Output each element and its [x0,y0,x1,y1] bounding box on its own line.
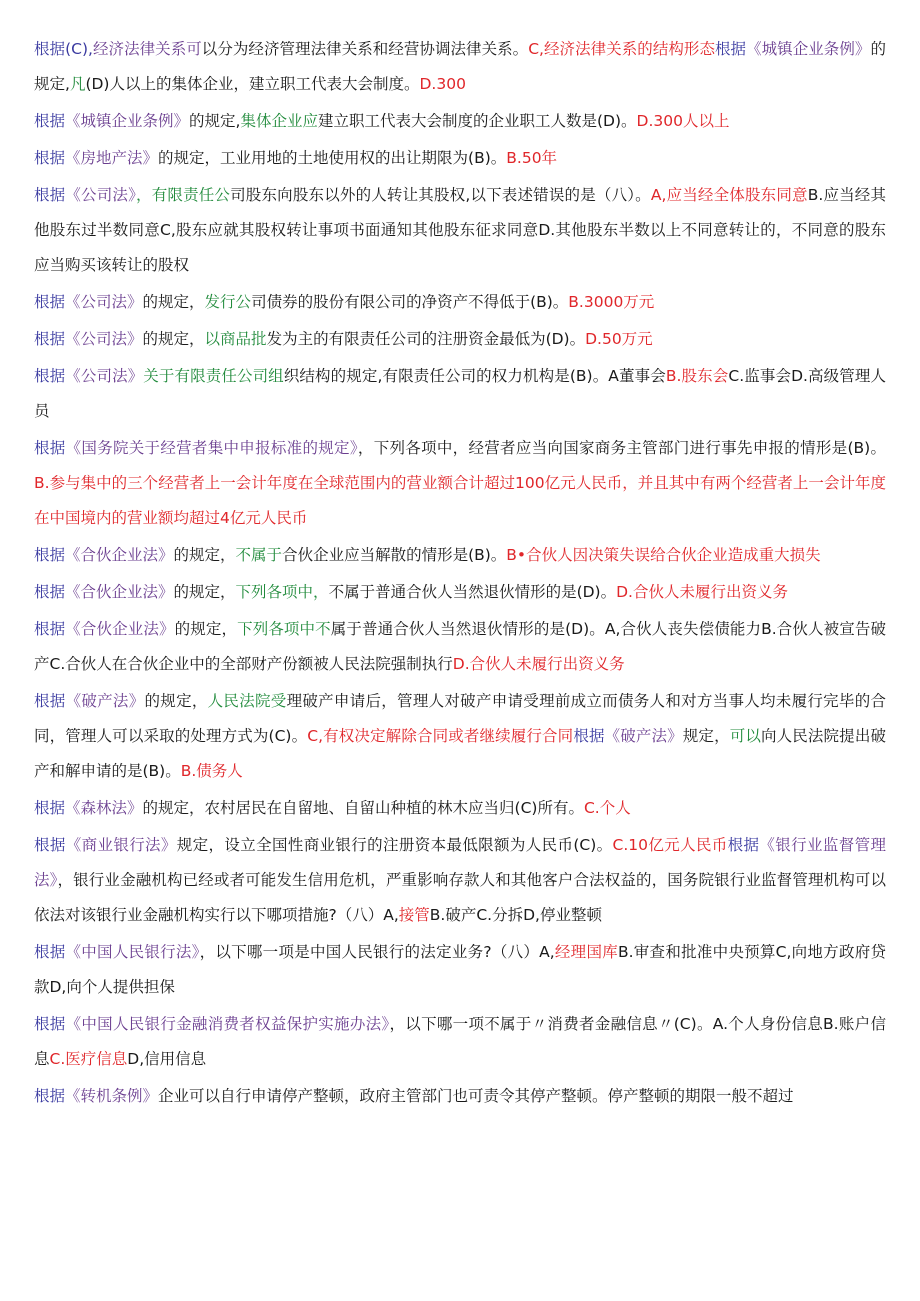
text-segment: 《城镇企业条例》 [65,112,190,130]
text-segment: 集体企业应 [240,112,318,130]
text-segment: 根据 [34,149,66,167]
question-paragraph [34,431,886,536]
text-segment: 关于有限责任公司组 [143,367,284,385]
answer-text: D.50万元 [585,330,653,348]
answer-text: B.参与集中的三个经营者上一会计年度在全球范围内的营业额合计超过100亿元人民币，并且其中有两个经营者上一会计年度在中国境内的营业额均超过4亿元人民币 [34,474,886,527]
text-segment: 的规定， [173,583,236,601]
question-paragraph [34,32,886,102]
text-segment: 《合伙企业法》 [65,583,174,601]
text-segment: 根据 [727,836,760,854]
text-segment: 规定，设立全国性商业银行的注册资本最低限额为人民币(C)。 [176,836,613,854]
question-paragraph [34,538,886,573]
text-segment: 根据 [34,836,66,854]
answer-text: D.300 [419,75,466,93]
answer-text: B.50年 [506,149,558,167]
text-segment: 根据 [34,620,66,638]
text-segment: 《房地产法》 [65,149,159,167]
text-segment: 经济法律关系可 [92,40,202,58]
text-segment: ，以下哪一项不属于〃消费者金融信息〃(C)。A.个人身份信息B.账户信息 [34,1015,886,1068]
text-segment: 《中国人民银行法》 [65,943,200,961]
text-segment: B.应当经其他股东过半数同意C,股东应就其股权转让事项书面通知其他股东征求同意D.其他股东半数以上不同意转让的，不同意的股东应当购买该转让的股权 [34,186,886,274]
text-segment: 《合伙企业法》 [65,546,174,564]
text-segment: 下列各项中不 [237,620,331,638]
text-segment: 的规定， [174,620,238,638]
text-segment: 根据 [34,943,66,961]
text-segment: 以分为经济管理法律关系和经营协调法律关系。 [201,40,529,58]
text-segment: 根据 [34,1015,66,1033]
answer-text: 接管 [398,906,430,924]
text-segment: 《森林法》 [65,799,143,817]
text-segment: 的规定， [142,330,205,348]
text-segment: ，有限责任公 [136,186,231,204]
text-segment: ，以下哪一项是中国人民银行的法定业务?（八）A, [199,943,555,961]
text-segment: B.破产C.分拆D,停业整顿 [429,906,602,924]
text-segment: 的规定, [34,40,886,93]
text-segment: 根据 [34,186,66,204]
answer-text: B•合伙人因决策失误给合伙企业造成重大损失 [506,546,821,564]
question-paragraph [34,104,886,139]
question-paragraph [34,575,886,610]
question-paragraph [34,935,886,1005]
text-segment: 《中国人民银行金融消费者权益保护实施办法》 [65,1015,390,1033]
question-paragraph [34,1079,886,1114]
answer-text: D.合伙人未履行出资义务 [616,583,788,601]
text-segment: ，下列各项中，经营者应当向国家商务主管部门进行事先申报的情形是(B)。 [357,439,886,457]
text-segment: 司股东向股东以外的人转让其股权,以下表述错误的是（八）。 [230,186,651,204]
answer-text: C.医疗信息 [49,1050,128,1068]
text-segment: 《破产法》 [65,692,145,710]
text-segment: 规定， [682,727,730,745]
answer-text: C,有权决定解除合同或者继续履行合同 [307,727,574,745]
text-segment: 不属于 [235,546,283,564]
text-segment: 《城镇企业条例》 [746,40,871,58]
text-segment: 根据 [34,583,66,601]
text-segment: (D)人以上的集体企业，建立职工代表大会制度。 [85,75,420,93]
text-segment: 织结构的规定,有限责任公司的权力机构是(B)。A董事会 [283,367,666,385]
text-segment: 的规定， [173,546,236,564]
question-paragraph [34,684,886,789]
question-paragraph [34,359,886,429]
question-paragraph [34,791,886,826]
text-segment: 根据 [34,799,66,817]
text-segment: 《商业银行法》 [65,836,177,854]
text-segment: 《公司法》 [65,293,143,311]
text-segment: 的规定， [142,293,205,311]
text-segment: 《破产法》 [604,727,683,745]
text-segment: 下列各项中， [235,583,329,601]
text-segment: 人民法院受 [207,692,287,710]
text-segment: ，银行业金融机构已经或者可能发生信用危机，严重影响存款人和其他客户合法权益的，国务院银行业监督管理机构可以依法对该银行业金融机构实行以下哪项措施?（八）A, [34,871,886,924]
text-segment: 的规定，工业用地的土地使用权的出让期限为(B)。 [158,149,507,167]
question-paragraph [34,322,886,357]
text-segment: B.审查和批准中央预算C,向地方政府贷款D,向个人提供担保 [34,943,886,996]
question-paragraph [34,828,886,933]
text-segment: 凡 [69,75,86,93]
text-segment: D,信用信息 [127,1050,207,1068]
answer-text: A,应当经全体股东同意 [650,186,808,204]
answer-text: B.3000万元 [568,293,655,311]
text-segment: 《银行业监督管理法》 [34,836,886,889]
answer-text: C,经济法律关系的结构形态 [528,40,715,58]
text-segment: 根据(C), [34,40,93,58]
text-segment: 根据 [573,727,605,745]
text-segment: 向人民法院提出破产和解申请的是(B)。 [34,727,886,780]
text-segment: 《国务院关于经营者集中申报标准的规定》 [65,439,358,457]
text-segment: 的规定, [189,112,241,130]
text-segment: 企业可以自行申请停产整顿，政府主管部门也可责令其停产整顿。停产整顿的期限一般不超过 [158,1087,794,1105]
text-segment: 根据 [715,40,747,58]
question-paragraph [34,285,886,320]
text-segment: 根据 [34,546,66,564]
text-segment: C.监事会D.高级管理人员 [34,367,886,420]
text-segment: 不属于普通合伙人当然退伙情形的是(D)。 [328,583,617,601]
text-segment: 根据 [34,293,66,311]
text-segment: 合伙企业应当解散的情形是(B)。 [282,546,507,564]
question-paragraph [34,141,886,176]
text-segment: 《公司法》 [65,367,144,385]
question-paragraph [34,612,886,682]
text-segment: 理破产申请后，管理人对破产申请受理前成立而债务人和对方当事人均未履行完毕的合同，管理人可以采取的处理方式为(C)。 [34,692,886,745]
answer-text: B.债务人 [180,762,243,780]
text-segment: 司债券的股份有限公司的净资产不得低于(B)。 [251,293,569,311]
text-segment: 《合伙企业法》 [65,620,175,638]
text-segment: 发行公 [204,293,252,311]
text-segment: 根据 [34,439,66,457]
text-segment: 《公司法》 [65,330,143,348]
question-paragraph [34,1007,886,1077]
text-segment: 《公司法》 [65,186,137,204]
text-segment: 建立职工代表大会制度的企业职工人数是(D)。 [317,112,637,130]
text-segment: 属于普通合伙人当然退伙情形的是(D)。A,合伙人丧失偿债能力B.合伙人被宣告破产C.合伙人在合伙企业中的全部财产份额被人民法院强制执行 [34,620,886,673]
text-segment: 根据 [34,1087,66,1105]
text-segment: 根据 [34,692,66,710]
question-paragraph [34,178,886,283]
text-segment: 可以 [729,727,761,745]
text-segment: 以商品批 [204,330,267,348]
answer-text: D.300人以上 [636,112,730,130]
text-segment: 《转机条例》 [65,1087,159,1105]
answer-text: D.合伙人未履行出资义务 [452,655,625,673]
text-segment: 根据 [34,112,66,130]
answer-text: C.10亿元人民币 [612,836,728,854]
answer-text: B.股东会 [665,367,729,385]
answer-text: 经理国库 [554,943,618,961]
text-segment: 的规定，农村居民在自留地、自留山种植的林木应当归(C)所有。 [142,799,584,817]
text-segment: 根据 [34,330,66,348]
answer-text: C.个人 [583,799,631,817]
text-segment: 的规定， [144,692,208,710]
text-segment: 根据 [34,367,66,385]
text-segment: 发为主的有限责任公司的注册资金最低为(D)。 [266,330,586,348]
